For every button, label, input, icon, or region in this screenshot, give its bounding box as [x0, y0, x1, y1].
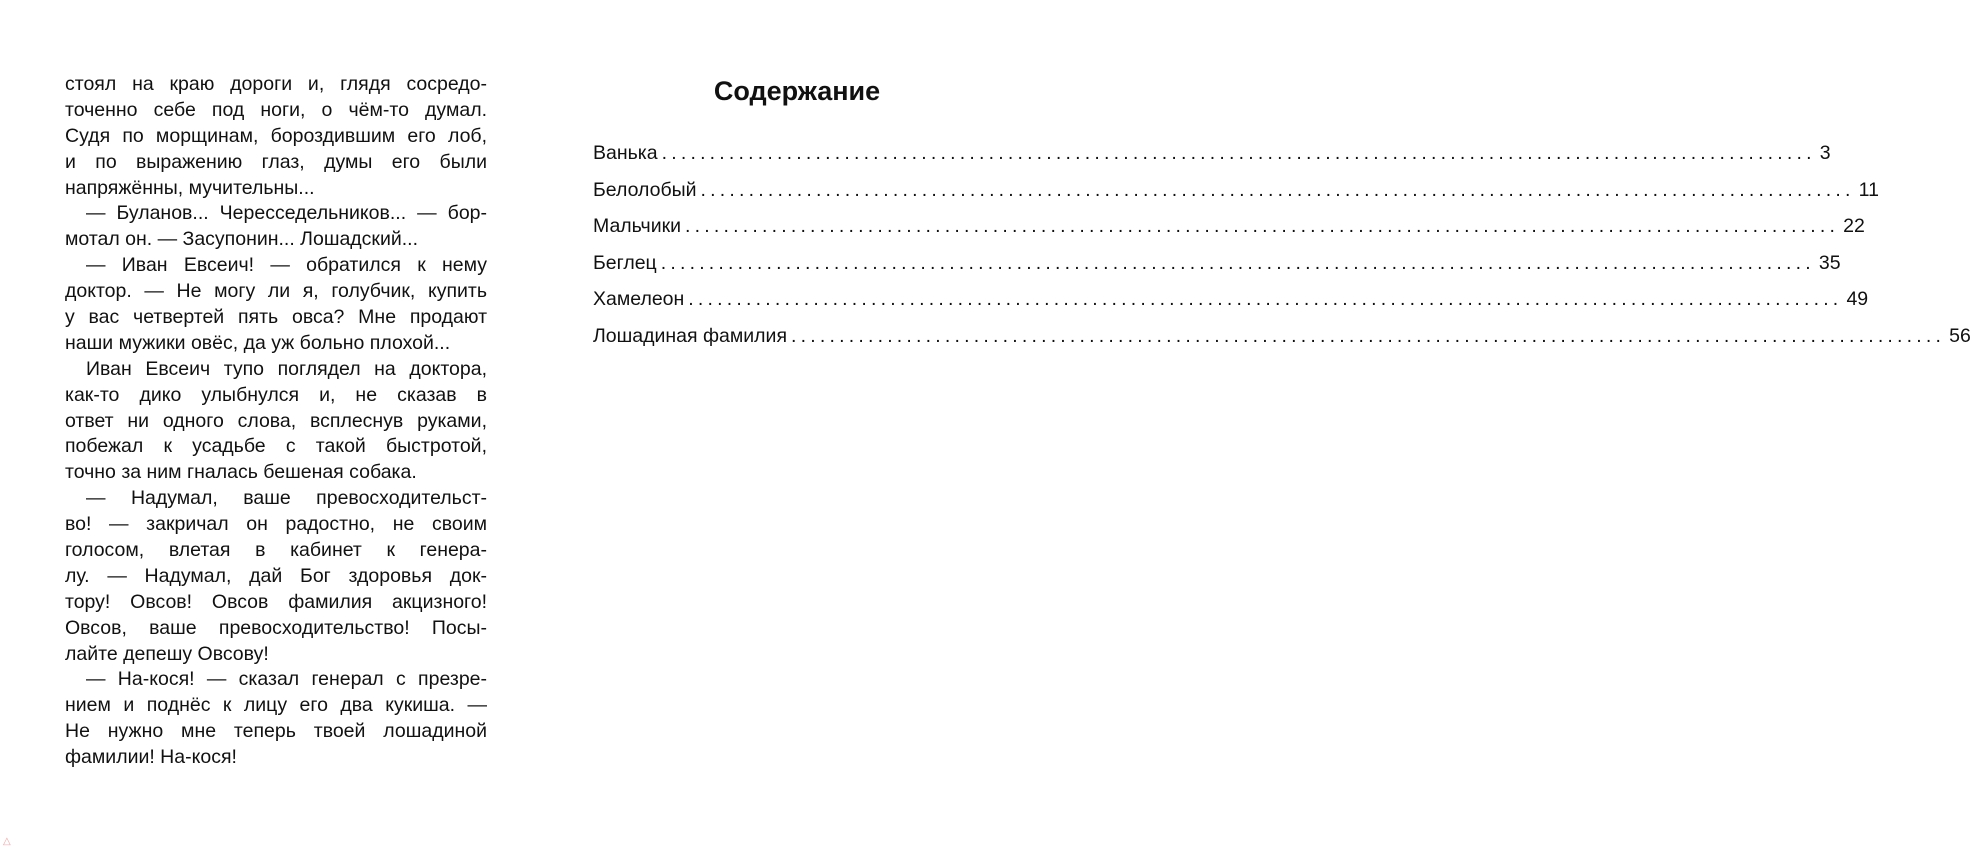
- toc-dot-leader: ........................................................................................................................: [660, 251, 1815, 274]
- text-line: точенно себе под ноги, о чём-то думал.: [65, 98, 487, 121]
- toc-entry: [593, 286, 1869, 323]
- toc-entry: [593, 323, 1971, 360]
- table-of-contents-page: [593, 72, 1971, 347]
- toc-dot-leader: ........................................................................................................................: [688, 288, 1843, 311]
- toc-entry: [593, 250, 1841, 287]
- toc-entry-title: Беглец: [593, 251, 657, 274]
- text-line: голосом, влетая в кабинет к генера-: [65, 539, 487, 562]
- text-line: нием и поднёс к лицу его два кукиша. —: [65, 694, 487, 717]
- toc-heading: Содержание: [713, 76, 881, 106]
- left-page-body-text: [65, 72, 487, 771]
- toc-dot-leader: ........................................................................................................................: [685, 215, 1840, 238]
- text-line: — Надумал, ваше превосходительст-: [86, 487, 487, 510]
- toc-entry-title: Белолобый: [593, 178, 697, 201]
- toc-entry-title: Хамелеон: [593, 288, 685, 311]
- text-line: как-то дико улыбнулся и, не сказав в: [65, 383, 487, 406]
- text-line: фамилии! На-кося!: [65, 746, 237, 769]
- toc-entry: [593, 177, 1879, 214]
- toc-list: [593, 140, 1971, 360]
- toc-entry-title: Мальчики: [593, 215, 682, 238]
- text-line: во! — закричал он радостно, не своим: [65, 513, 487, 536]
- text-line: стоял на краю дороги и, глядя сосредо-: [65, 73, 487, 95]
- text-line: и по выражению глаз, думы его были: [65, 150, 487, 173]
- text-line: напряжённы, мучительны...: [65, 176, 315, 199]
- toc-page-number: 35: [1818, 251, 1841, 274]
- toc-page-number: 49: [1846, 288, 1869, 311]
- toc-entry: [593, 213, 1865, 250]
- toc-dot-leader: ........................................................................................................................: [791, 324, 1946, 347]
- text-line: наши мужики овёс, да уж больно плохой...: [65, 331, 451, 354]
- text-line: Судя по морщинам, бороздившим его лоб,: [65, 124, 487, 147]
- text-line: ответ ни одного слова, всплеснув руками,: [65, 409, 487, 432]
- toc-entry-title: Лошадиная фамилия: [593, 324, 788, 347]
- toc-page-number: 3: [1819, 142, 1831, 164]
- toc-entry: [593, 140, 1831, 177]
- text-line: Не нужно мне теперь твоей лошадиной: [65, 720, 487, 743]
- text-line: мотал он. — Засупонин... Лошадский...: [65, 228, 418, 251]
- toc-entry-title: Ванька: [593, 142, 658, 164]
- toc-page-number: 56: [1949, 324, 1971, 347]
- text-line: у вас четвертей пять овса? Мне продают: [65, 306, 487, 329]
- text-line: тору! Овсов! Овсов фамилия акцизного!: [65, 590, 487, 613]
- text-line: доктор. — Не могу ли я, голубчик, купить: [65, 280, 487, 303]
- text-line: точно за ним гналась бешеная собака.: [65, 461, 417, 484]
- page-corner-mark: △: [3, 836, 11, 847]
- toc-dot-leader: ........................................................................................................................: [700, 178, 1855, 201]
- text-line: — Буланов... Чересседельников... — бор-: [86, 202, 487, 225]
- text-line: побежал к усадьбе с такой быстротой,: [65, 435, 487, 458]
- text-line: — На-кося! — сказал генерал с презре-: [86, 668, 487, 691]
- text-line: Овсов, ваше превосходительство! Посы-: [65, 616, 487, 639]
- text-line: лу. — Надумал, дай Бог здоровья док-: [65, 564, 487, 587]
- text-line: Иван Евсеич тупо поглядел на доктора,: [86, 357, 487, 380]
- toc-page-number: 11: [1858, 178, 1879, 201]
- text-line: — Иван Евсеич! — обратился к нему: [86, 254, 487, 277]
- text-line: лайте депешу Овсову!: [65, 642, 269, 665]
- toc-page-number: 22: [1843, 215, 1865, 238]
- toc-dot-leader: ........................................................................................................................: [661, 142, 1816, 164]
